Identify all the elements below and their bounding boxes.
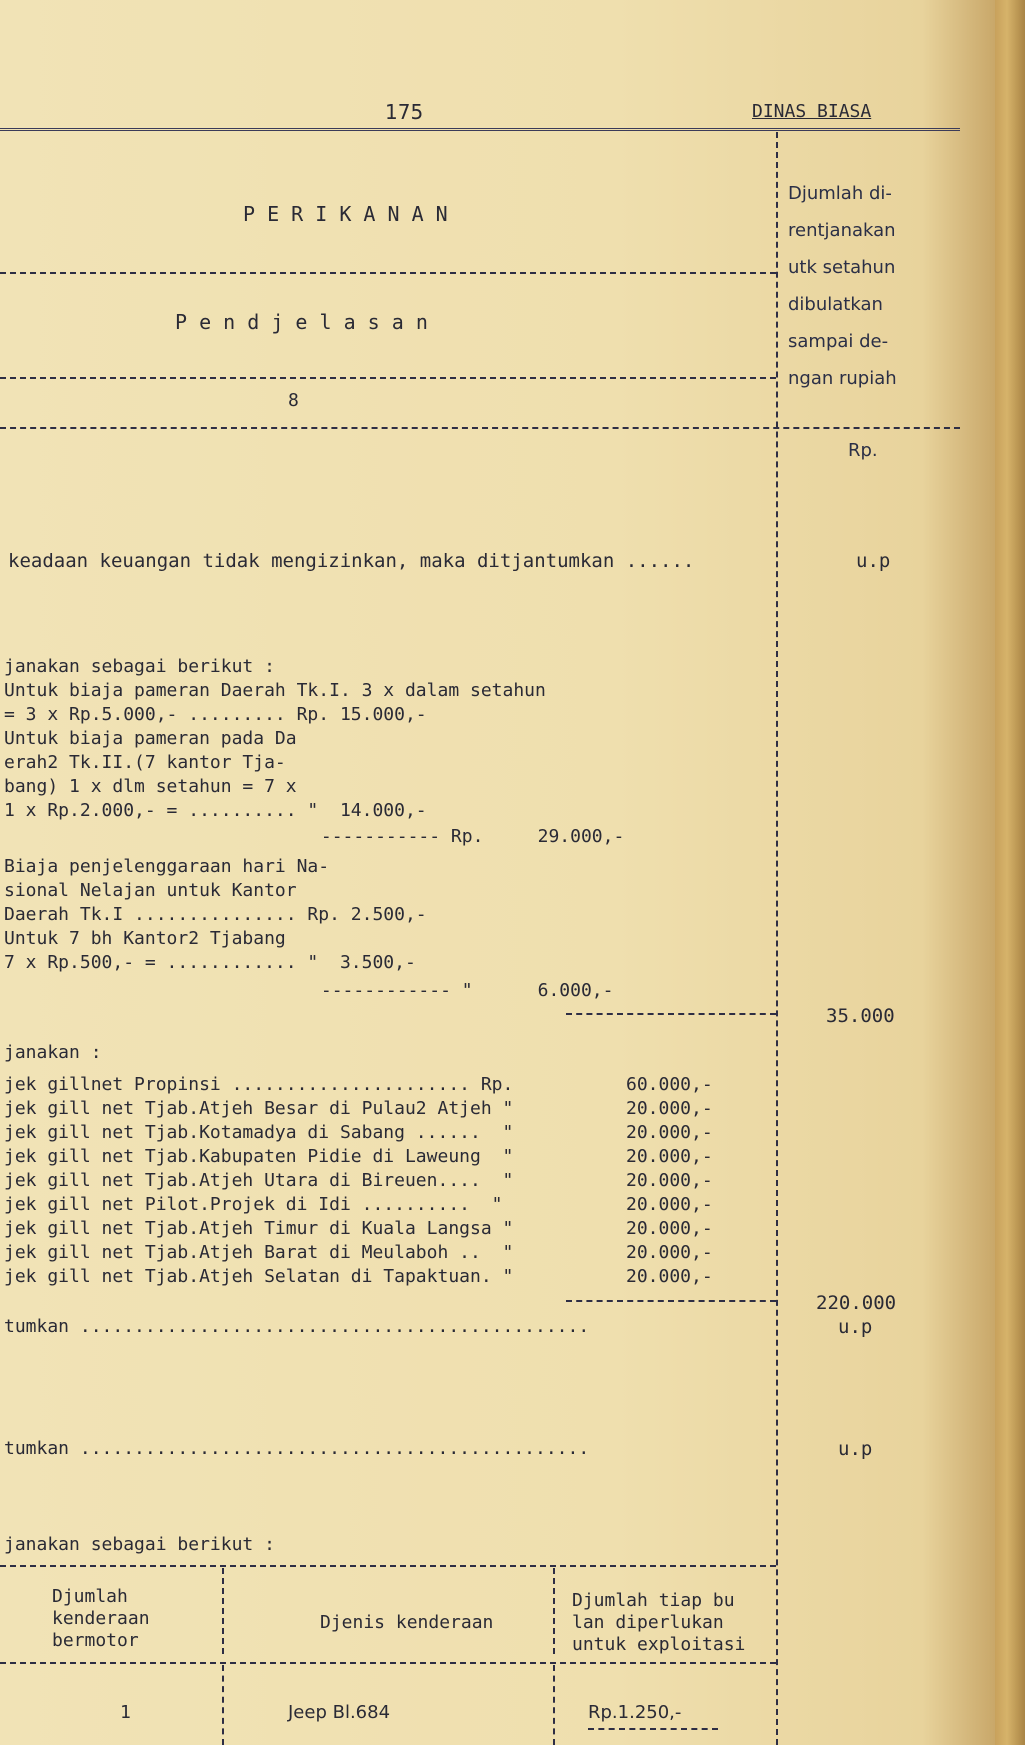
vehicle-count: 1 <box>120 1702 131 1723</box>
vehicle-col2-header: Djenis kenderaan <box>320 1612 494 1633</box>
block3-item: jek gill net Tjab.Atjeh Utara di Bireuen.... " <box>4 1170 514 1191</box>
vehicle-table-col-divider-2 <box>553 1568 555 1654</box>
block6-intro: janakan sebagai berikut : <box>4 1534 275 1555</box>
block3-item: jek gill net Tjab.Kabupaten Pidie di Laweung " <box>4 1146 514 1167</box>
block2-subtotal: ------------ " 6.000,- <box>180 980 614 1001</box>
column-divider <box>776 132 778 1745</box>
vehicle-table-col-divider-2b <box>553 1665 555 1745</box>
block3-amount: 20.000,- <box>626 1146 713 1167</box>
block2-line: bang) 1 x dlm setahun = 7 x <box>4 776 297 797</box>
row4-amount: u.p <box>838 1316 873 1338</box>
right-header-line-1: Djumlah di- <box>788 183 892 204</box>
vehicle-amount-underline <box>588 1728 718 1730</box>
block3-amount: 20.000,- <box>626 1194 713 1215</box>
vehicle-table-col-divider-1 <box>222 1568 224 1654</box>
block3-sum-rule <box>566 1300 776 1302</box>
block2-subtotal: ----------- Rp. 29.000,- <box>180 826 625 847</box>
block3-item: jek gill net Tjab.Atjeh Barat di Meulaboh .. " <box>4 1242 514 1263</box>
block3-amount: 20.000,- <box>626 1122 713 1143</box>
block2-line: sional Nelajan untuk Kantor <box>4 880 297 901</box>
block3-item: jek gill net Tjab.Atjeh Selatan di Tapaktuan. " <box>4 1266 514 1287</box>
currency-label: Rp. <box>848 440 878 461</box>
vehicle-col3-header: lan diperlukan <box>572 1612 724 1633</box>
block3-amount: 20.000,- <box>626 1218 713 1239</box>
table-subtitle: P e n d j e l a s a n <box>175 310 428 334</box>
block3-total: 220.000 <box>816 1292 897 1314</box>
header-bottom-rule <box>0 427 960 429</box>
right-header-line-6: ngan rupiah <box>788 368 897 389</box>
block3-amount: 20.000,- <box>626 1242 713 1263</box>
vehicle-col1-header: bermotor <box>52 1630 139 1651</box>
vehicle-col1-header: Djumlah <box>52 1586 128 1607</box>
block2-line: Untuk biaja pameran Daerah Tk.I. 3 x dalam setahun <box>4 680 546 701</box>
block3-intro: janakan : <box>4 1042 102 1063</box>
vehicle-table-header-rule <box>0 1662 776 1664</box>
page-binding-edge <box>995 0 1025 1745</box>
header-divider-1 <box>0 272 776 274</box>
block3-amount: 20.000,- <box>626 1098 713 1119</box>
block3-item: jek gill net Tjab.Atjeh Timur di Kuala Langsa " <box>4 1218 514 1239</box>
right-header-line-2: rentjanakan <box>788 220 896 241</box>
right-header-line-3: utk setahun <box>788 257 896 278</box>
block3-amount: 20.000,- <box>626 1266 713 1287</box>
vehicle-col3-header: Djumlah tiap bu <box>572 1590 735 1611</box>
section-title: DINAS BIASA <box>752 101 872 122</box>
block3-amount: 20.000,- <box>626 1170 713 1191</box>
block2-total: 35.000 <box>826 1005 895 1027</box>
column-number: 8 <box>288 390 299 411</box>
block2-line: 1 x Rp.2.000,- = .......... " 14.000,- <box>4 800 427 821</box>
block2-line: Untuk 7 bh Kantor2 Tjabang <box>4 928 286 949</box>
right-header-line-5: sampai de- <box>788 331 889 352</box>
block2-line: Untuk biaja pameran pada Da <box>4 728 297 749</box>
block3-amount: 60.000,- <box>626 1074 713 1095</box>
vehicle-table-top-rule <box>0 1565 776 1567</box>
block2-line: Daerah Tk.I ............... Rp. 2.500,- <box>4 904 427 925</box>
block3-item: jek gillnet Propinsi ...................... Rp. <box>4 1074 514 1095</box>
block2-line: 7 x Rp.500,- = ............ " 3.500,- <box>4 952 416 973</box>
para1-amount: u.p <box>856 550 891 572</box>
header-rule <box>0 128 960 131</box>
header-divider-2 <box>0 377 776 379</box>
block3-item: jek gill net Tjab.Atjeh Besar di Pulau2 Atjeh " <box>4 1098 514 1119</box>
block3-item: jek gill net Pilot.Projek di Idi .......... " <box>4 1194 503 1215</box>
para1-text: keadaan keuangan tidak mengizinkan, maka ditjantumkan ...... <box>8 550 695 572</box>
block2-line: = 3 x Rp.5.000,- ......... Rp. 15.000,- <box>4 704 427 725</box>
vehicle-col3-header: untuk exploitasi <box>572 1634 746 1655</box>
vehicle-col1-header: kenderaan <box>52 1608 150 1629</box>
table-title: P E R I K A N A N <box>243 202 448 226</box>
vehicle-type: Jeep Bl.684 <box>288 1702 391 1723</box>
row5-text: tumkan ............................................... <box>4 1438 590 1459</box>
block2-line: Biaja penjelenggaraan hari Na- <box>4 856 330 877</box>
vehicle-table-col-divider-1b <box>222 1665 224 1745</box>
row4-text: tumkan ............................................... <box>4 1316 590 1337</box>
block2-sum-rule <box>566 1013 776 1015</box>
vehicle-monthly-amount: Rp.1.250,- <box>588 1702 682 1723</box>
row5-amount: u.p <box>838 1438 873 1460</box>
block3-item: jek gill net Tjab.Kotamadya di Sabang ...... " <box>4 1122 514 1143</box>
page-number: 175 <box>385 100 424 124</box>
block2-line: erah2 Tk.II.(7 kantor Tja- <box>4 752 286 773</box>
block2-line: janakan sebagai berikut : <box>4 656 275 677</box>
right-header-line-4: dibulatkan <box>788 294 883 315</box>
